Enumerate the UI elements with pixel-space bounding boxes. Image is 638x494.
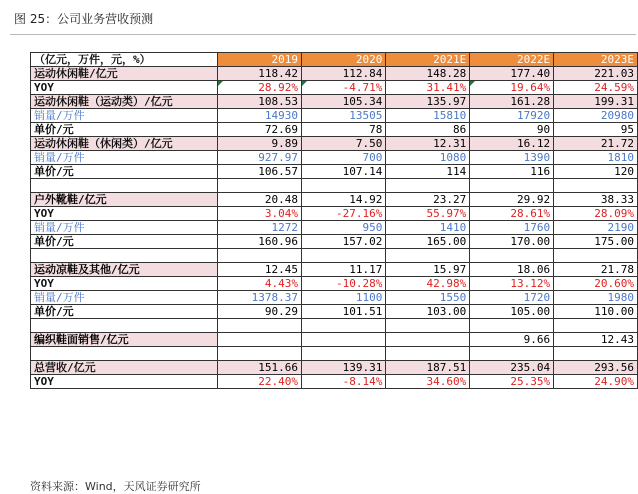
table-cell: 103.00	[386, 305, 470, 319]
row-label: 销量/万件	[31, 221, 218, 235]
table-cell: -8.14%	[301, 375, 385, 389]
table-cell: 90.29	[217, 305, 301, 319]
table-cell: 12.45	[217, 263, 301, 277]
row-label: YOY	[31, 277, 218, 291]
table-cell: 42.98%	[386, 277, 470, 291]
table-cell: 20.60%	[554, 277, 638, 291]
table-cell	[217, 319, 301, 333]
table-cell: 12.43	[554, 333, 638, 347]
table-cell: 221.03	[554, 67, 638, 81]
row-label: 销量/万件	[31, 109, 218, 123]
table-cell: 105.00	[470, 305, 554, 319]
row-label: 运动休闲鞋（运动类）/亿元	[31, 95, 218, 109]
table-cell: 24.90%	[554, 375, 638, 389]
row-label: 销量/万件	[31, 291, 218, 305]
table-cell: 25.35%	[470, 375, 554, 389]
table-cell	[301, 333, 385, 347]
table-cell: 161.28	[470, 95, 554, 109]
table-row	[31, 193, 638, 207]
table-row	[31, 305, 638, 319]
table-cell: 21.72	[554, 137, 638, 151]
table-cell: 114	[386, 165, 470, 179]
table-row	[31, 109, 638, 123]
table-cell: 86	[386, 123, 470, 137]
table-row	[31, 123, 638, 137]
table-cell: 55.97%	[386, 207, 470, 221]
table-cell	[386, 249, 470, 263]
table-cell: 1550	[386, 291, 470, 305]
table-row	[31, 333, 638, 347]
table-cell: 1080	[386, 151, 470, 165]
row-label	[31, 319, 218, 333]
table-cell: 2190	[554, 221, 638, 235]
table-cell: 700	[301, 151, 385, 165]
table-cell: 105.34	[301, 95, 385, 109]
table-cell: 20.48	[217, 193, 301, 207]
table-cell	[554, 319, 638, 333]
table-cell: 11.17	[301, 263, 385, 277]
table-cell: 31.41%	[386, 81, 470, 95]
header-units-label: （亿元，万件，元，%）	[31, 53, 218, 67]
table-row	[31, 319, 638, 333]
table-cell: 12.31	[386, 137, 470, 151]
table-cell	[301, 319, 385, 333]
table-cell: 14.92	[301, 193, 385, 207]
table-cell	[554, 347, 638, 361]
table-cell: 110.00	[554, 305, 638, 319]
table-cell	[470, 319, 554, 333]
table-cell: 112.84	[301, 67, 385, 81]
row-label: 总营收/亿元	[31, 361, 218, 375]
table-cell: 165.00	[386, 235, 470, 249]
table-row	[31, 67, 638, 81]
table-cell: 120	[554, 165, 638, 179]
table-cell	[301, 249, 385, 263]
table-cell: 23.27	[386, 193, 470, 207]
table-cell: -10.28%	[301, 277, 385, 291]
figure-caption: 图 25：公司业务营收预测	[14, 12, 154, 26]
table-cell: 4.43%	[217, 277, 301, 291]
table-cell: 14930	[217, 109, 301, 123]
table-cell: 177.40	[470, 67, 554, 81]
row-label: 户外靴鞋/亿元	[31, 193, 218, 207]
row-label: 单价/元	[31, 123, 218, 137]
table-cell: 13505	[301, 109, 385, 123]
table-cell: 28.92%	[217, 81, 301, 95]
table-cell: 199.31	[554, 95, 638, 109]
table-cell: 78	[301, 123, 385, 137]
table-cell: 175.00	[554, 235, 638, 249]
source-note: 资料来源：Wind，天风证券研究所	[30, 480, 201, 493]
table-cell: 7.50	[301, 137, 385, 151]
table-cell	[386, 347, 470, 361]
table-cell: 1410	[386, 221, 470, 235]
table-cell: 28.09%	[554, 207, 638, 221]
year-header: 2023E	[554, 53, 638, 67]
table-cell: 19.64%	[470, 81, 554, 95]
table-cell: 293.56	[554, 361, 638, 375]
table-cell: 17920	[470, 109, 554, 123]
table-cell: 1272	[217, 221, 301, 235]
table-row	[31, 347, 638, 361]
table-cell: 22.40%	[217, 375, 301, 389]
header-row	[31, 53, 638, 67]
table-cell: 21.78	[554, 263, 638, 277]
row-label: YOY	[31, 207, 218, 221]
table-row	[31, 375, 638, 389]
table-cell	[301, 179, 385, 193]
table-cell: 118.42	[217, 67, 301, 81]
table-cell	[470, 179, 554, 193]
table-cell	[386, 319, 470, 333]
row-label	[31, 249, 218, 263]
table-cell: 1810	[554, 151, 638, 165]
year-header: 2020	[301, 53, 385, 67]
table-cell: 1760	[470, 221, 554, 235]
table-cell	[386, 333, 470, 347]
row-label	[31, 179, 218, 193]
table-cell: 108.53	[217, 95, 301, 109]
table-row	[31, 235, 638, 249]
table-cell: 1720	[470, 291, 554, 305]
table-cell: 38.33	[554, 193, 638, 207]
table-row	[31, 179, 638, 193]
table-cell: 148.28	[386, 67, 470, 81]
caption-divider	[10, 34, 636, 35]
table-row	[31, 221, 638, 235]
table-row	[31, 207, 638, 221]
table-cell	[217, 249, 301, 263]
table-row	[31, 277, 638, 291]
table-cell: 106.57	[217, 165, 301, 179]
table-cell	[554, 249, 638, 263]
table-cell: 13.12%	[470, 277, 554, 291]
table-cell	[470, 347, 554, 361]
table-cell: 157.02	[301, 235, 385, 249]
table-cell: 1980	[554, 291, 638, 305]
table-cell: 135.97	[386, 95, 470, 109]
table-cell: -27.16%	[301, 207, 385, 221]
table-cell: 235.04	[470, 361, 554, 375]
table-cell: 9.89	[217, 137, 301, 151]
table-cell: 15.97	[386, 263, 470, 277]
table-cell: 18.06	[470, 263, 554, 277]
table-cell	[217, 333, 301, 347]
table-cell: 3.04%	[217, 207, 301, 221]
table-row	[31, 263, 638, 277]
table-cell	[217, 179, 301, 193]
table-cell: 950	[301, 221, 385, 235]
row-label: 销量/万件	[31, 151, 218, 165]
table-cell: 29.92	[470, 193, 554, 207]
table-cell: 34.60%	[386, 375, 470, 389]
table-cell: 90	[470, 123, 554, 137]
row-label: 单价/元	[31, 165, 218, 179]
table-cell: 1100	[301, 291, 385, 305]
table-cell	[217, 347, 301, 361]
row-label	[31, 347, 218, 361]
table-cell: 72.69	[217, 123, 301, 137]
table-row	[31, 291, 638, 305]
row-label: 编织鞋面销售/亿元	[31, 333, 218, 347]
table-cell: 24.59%	[554, 81, 638, 95]
row-label: 单价/元	[31, 235, 218, 249]
table-cell: 1378.37	[217, 291, 301, 305]
table-row	[31, 95, 638, 109]
table-cell: 20980	[554, 109, 638, 123]
table-cell: 28.61%	[470, 207, 554, 221]
table-cell: 101.51	[301, 305, 385, 319]
revenue-forecast-table	[30, 52, 638, 389]
table-cell: 15810	[386, 109, 470, 123]
row-label: 运动凉鞋及其他/亿元	[31, 263, 218, 277]
table-cell: -4.71%	[301, 81, 385, 95]
row-label: YOY	[31, 81, 218, 95]
table-cell: 9.66	[470, 333, 554, 347]
table-cell: 927.97	[217, 151, 301, 165]
table-cell: 107.14	[301, 165, 385, 179]
table-cell: 116	[470, 165, 554, 179]
table-cell: 160.96	[217, 235, 301, 249]
row-label: 运动休闲鞋/亿元	[31, 67, 218, 81]
row-label: YOY	[31, 375, 218, 389]
table-cell: 139.31	[301, 361, 385, 375]
table-cell	[386, 179, 470, 193]
table-row	[31, 249, 638, 263]
year-header: 2022E	[470, 53, 554, 67]
table-cell: 151.66	[217, 361, 301, 375]
table-row	[31, 81, 638, 95]
year-header: 2019	[217, 53, 301, 67]
table-cell: 1390	[470, 151, 554, 165]
table-cell	[554, 179, 638, 193]
table-cell	[301, 347, 385, 361]
row-label: 运动休闲鞋（休闲类）/亿元	[31, 137, 218, 151]
table-row	[31, 151, 638, 165]
table-cell: 95	[554, 123, 638, 137]
table-cell: 170.00	[470, 235, 554, 249]
table-cell: 187.51	[386, 361, 470, 375]
table-row	[31, 165, 638, 179]
table-cell: 16.12	[470, 137, 554, 151]
table-row	[31, 137, 638, 151]
year-header: 2021E	[386, 53, 470, 67]
table-cell	[470, 249, 554, 263]
row-label: 单价/元	[31, 305, 218, 319]
table-row	[31, 361, 638, 375]
